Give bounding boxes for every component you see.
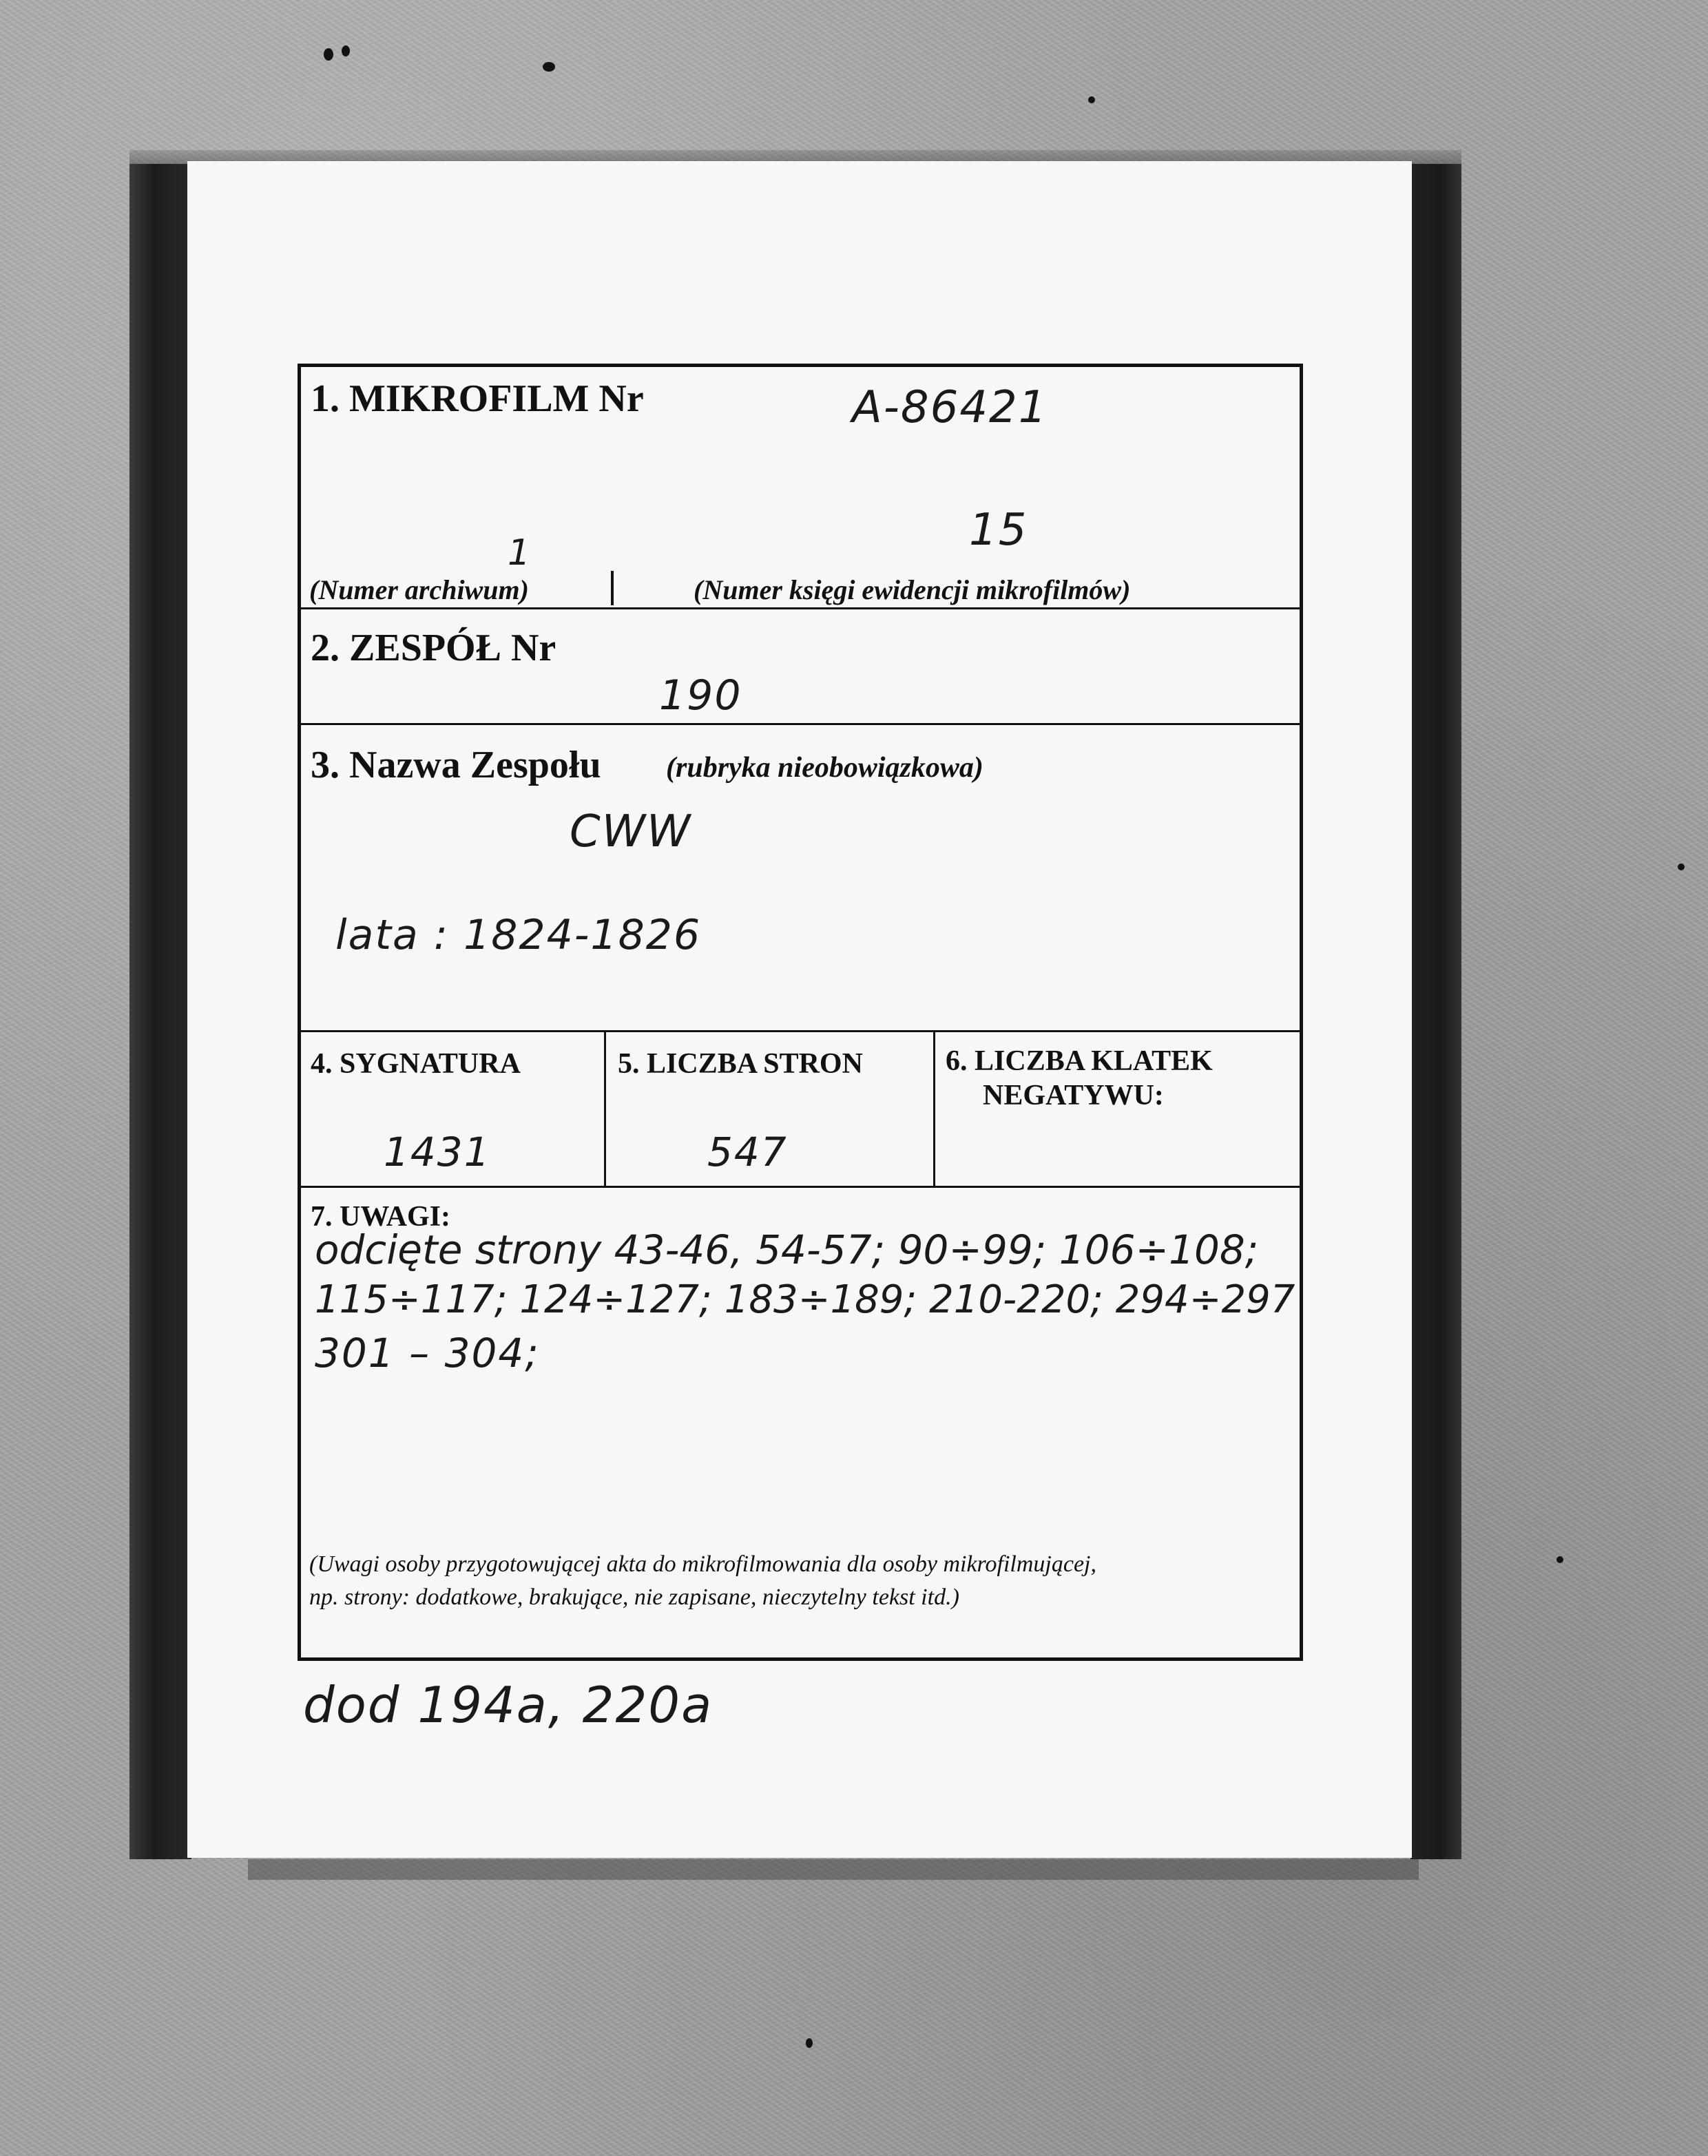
divider-5-6 <box>933 1032 935 1186</box>
section-fonds-number <box>301 609 1300 725</box>
dust-speck <box>806 2038 813 2048</box>
remarks-label: 7. UWAGI: <box>311 1201 451 1233</box>
remarks-line-2: 115÷117; 124÷127; 183÷189; 210-220; 294÷297 <box>315 1277 1295 1322</box>
dust-speck <box>1088 96 1095 103</box>
remarks-footnote-line1: (Uwagi osoby przygotowującej akta do mikrofilmowania dla osoby mikrofilmującej, <box>309 1551 1096 1577</box>
card-shadow-bottom <box>248 1859 1419 1880</box>
fonds-years-value: lata : 1824-1826 <box>335 911 702 959</box>
dust-speck <box>324 48 333 61</box>
section-fonds-name <box>301 725 1300 1032</box>
remarks-footnote-line2: np. strony: dodatkowe, brakujące, nie zapisane, nieczytelny tekst itd.) <box>309 1584 959 1610</box>
fonds-name-value: CWW <box>570 806 692 857</box>
page-count-value: 547 <box>707 1129 788 1175</box>
signature-label: 4. SYGNATURA <box>311 1048 521 1080</box>
fonds-number-value: 190 <box>659 671 742 720</box>
dust-speck <box>543 62 555 72</box>
register-caption: (Numer księgi ewidencji mikrofilmów) <box>694 574 1131 605</box>
negative-frames-label-line2: NEGATYWU: <box>983 1080 1164 1111</box>
remarks-line-1: odcięte strony 43-46, 54-57; 90÷99; 106÷108; <box>315 1226 1259 1273</box>
record-form <box>298 364 1303 1661</box>
fonds-name-note: (rubryka nieobowiązkowa) <box>666 752 983 784</box>
section-remarks <box>301 1188 1300 1657</box>
caption-divider <box>611 571 614 605</box>
dust-speck <box>1556 1556 1563 1563</box>
remarks-line-3: 301 – 304; <box>315 1330 540 1377</box>
signature-value: 1431 <box>384 1129 491 1175</box>
fonds-number-label: 2. ZESPÓŁ Nr <box>311 627 556 669</box>
card-shadow-right <box>1410 164 1461 1859</box>
negative-frames-label-line1: 6. LICZBA KLATEK <box>946 1045 1213 1077</box>
dust-speck <box>1678 864 1685 870</box>
divider-4-5 <box>604 1032 606 1186</box>
fonds-name-label: 3. Nazwa Zespołu <box>311 744 601 786</box>
archive-caption: (Numer archiwum) <box>309 574 529 605</box>
page-count-label: 5. LICZBA STRON <box>618 1048 863 1080</box>
microfilm-number: A-86421 <box>852 382 1048 433</box>
register-number: 15 <box>969 505 1028 556</box>
dust-speck <box>342 45 350 56</box>
below-form-note: dod 194a, 220a <box>303 1676 714 1734</box>
section-microfilm <box>301 367 1300 609</box>
section-counts <box>301 1032 1300 1188</box>
archive-number: 1 <box>508 532 532 574</box>
card-shadow-left <box>129 164 191 1859</box>
microfilm-label: 1. MIKROFILM Nr <box>311 377 644 420</box>
